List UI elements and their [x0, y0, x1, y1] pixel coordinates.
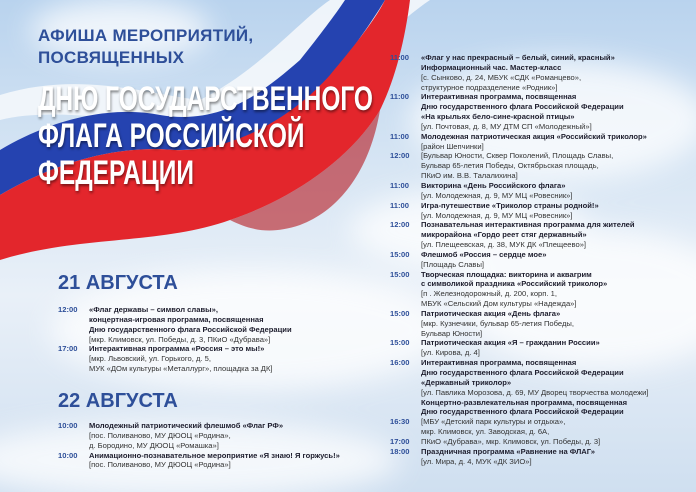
event-time: 12:00: [390, 220, 410, 230]
event-location: [п . Железнодорожный, д. 200, корп. 1,: [421, 289, 557, 299]
schedule-row: [390, 417, 649, 427]
schedule-row: [58, 421, 340, 431]
event-location: Бульвар Юности]: [421, 328, 483, 338]
date-heading-21: 21 АВГУСТА: [58, 272, 178, 294]
schedule-row: [58, 431, 340, 441]
schedule-row: [390, 358, 649, 368]
event-title: Дню государственного флага Российской Федерации: [421, 368, 624, 377]
schedule-row: [390, 427, 649, 437]
event-time: [390, 83, 421, 93]
event-location: [ул. Плещеевская, д. 38, МУК ДК «Плещеево»]: [421, 240, 587, 250]
event-location: ПКиО «Дубрава», мкр. Климовск, ул. Победы, д. 3]: [421, 436, 601, 446]
event-location: [мкр. Климовск, ул. Победы, д. 3, ПКиО «Дубрава»]: [89, 334, 271, 344]
schedule-row: [390, 398, 649, 408]
schedule-row: [390, 240, 649, 250]
event-time: 11:00: [390, 53, 410, 62]
event-time: 11:00: [390, 131, 410, 141]
schedule-row: [390, 181, 649, 191]
event-time: 12:00: [58, 305, 78, 314]
schedule-row: [390, 368, 649, 378]
event-time: [390, 230, 421, 240]
date-heading-22: 22 АВГУСТА: [58, 390, 178, 412]
schedule-row: [58, 344, 292, 354]
event-title: Патриотическая акция «День флага»: [421, 308, 561, 318]
schedule-row: [390, 260, 649, 270]
event-location: [ул. Молодежная, д. 9, МУ МЦ «Ровесник»]: [421, 210, 573, 220]
event-location: [мкр. Кузнечики, бульвар 65-летия Победы,: [421, 318, 574, 328]
title-line-2: ФЛАГА РОССИЙСКОЙ: [38, 117, 305, 155]
subtitle-line-2: ПОСВЯЩЕННЫХ: [38, 48, 185, 67]
event-title: «Флаг у нас прекрасный – белый, синий, красный»: [421, 53, 615, 62]
event-time: 11:00: [390, 200, 410, 210]
schedule-row: [390, 220, 649, 230]
event-time: 17:00: [390, 436, 410, 446]
schedule-row: [58, 441, 340, 451]
schedule-aug22: [58, 421, 340, 470]
schedule-row: [390, 83, 649, 93]
event-time: [58, 364, 89, 374]
event-time: [390, 63, 421, 73]
event-location: МБУК «Сельский Дом культуры «Надежда»]: [421, 299, 577, 309]
schedule-row: [58, 364, 292, 374]
event-time: [390, 319, 421, 329]
event-location: [ул. Почтовая, д. 8, МУ ДТМ СП «Молодежный»]: [421, 121, 592, 131]
event-title: Информационный час. Мастер-класс: [421, 62, 562, 72]
schedule-row: [390, 437, 649, 447]
event-title: Дню государственного флага Российской Федерации: [421, 407, 624, 417]
event-location: [ул. Кирова, д. 4]: [421, 348, 480, 358]
event-location: Бульвар 65-летия Победы, Октябрьская площадь,: [421, 161, 599, 171]
schedule-row: [58, 451, 340, 461]
event-time: 11:00: [390, 180, 410, 190]
schedule-row: [390, 309, 649, 319]
event-location: [пос. Поливаново, МУ ДЮОЦ «Родина»,: [89, 430, 231, 440]
schedule-row: [390, 92, 649, 102]
schedule-row: [390, 388, 649, 398]
schedule-row: [390, 191, 649, 201]
event-title: «Флаг державы – символ славы»,: [89, 305, 218, 314]
event-time: [390, 279, 421, 289]
event-time: [390, 73, 421, 83]
schedule-row: [390, 289, 649, 299]
event-title: микрорайона «Гордо реет стяг державный»: [421, 230, 587, 240]
event-time: 11:00: [390, 92, 410, 102]
event-time: [390, 171, 421, 181]
schedule-row: [390, 230, 649, 240]
event-location: [Площадь Славы]: [421, 259, 485, 269]
schedule-row: [390, 319, 649, 329]
schedule-row: [390, 270, 649, 280]
title-line-3: ФЕДЕРАЦИИ: [38, 154, 194, 192]
event-time: [58, 315, 89, 325]
schedule-row: [390, 299, 649, 309]
schedule-row: [390, 132, 649, 142]
event-time: [390, 378, 421, 388]
event-location: [ул. Павлика Морозова, д. 69, МУ Дворец творчества молодежи]: [421, 387, 649, 397]
schedule-row: [390, 63, 649, 73]
event-location: [МБУ «Детский парк культуры и отдыха»,: [421, 417, 566, 427]
schedule-row: [390, 142, 649, 152]
event-time: [390, 161, 421, 171]
schedule-row: [390, 73, 649, 83]
event-time: [390, 260, 421, 270]
event-location: мкр. Климовск, ул. Заводская, д. 6А,: [421, 427, 550, 437]
event-time: 16:00: [390, 358, 410, 368]
schedule-row: [58, 460, 340, 470]
event-time: [58, 335, 89, 345]
schedule-row: [58, 325, 292, 335]
event-time: [390, 289, 421, 299]
event-location: [Бульвар Юности, Сквер Поколений, Площадь Славы,: [421, 151, 614, 161]
event-time: [390, 348, 421, 358]
event-time: [390, 240, 421, 250]
event-time: [390, 398, 421, 408]
schedule-row: [390, 457, 649, 467]
event-time: 16:30: [390, 417, 410, 427]
schedule-row: [390, 201, 649, 211]
schedule-row: [390, 53, 649, 63]
event-time: [58, 441, 89, 451]
schedule-row: [390, 329, 649, 339]
event-time: 15:00: [390, 249, 410, 259]
schedule-row: [390, 348, 649, 358]
event-title: Концертно-развлекательная программа, посвященная: [421, 397, 628, 407]
event-title: «Державный триколор»: [421, 377, 512, 387]
event-time: [390, 329, 421, 339]
schedule-row: [390, 161, 649, 171]
event-time: [58, 354, 89, 364]
event-title: концертная-игровая программа, посвященная: [89, 314, 264, 324]
event-time: 18:00: [390, 446, 410, 456]
schedule-row: [390, 447, 649, 457]
schedule-row: [390, 407, 649, 417]
event-location: [мкр. Львовский, ул. Горького, д. 5,: [89, 354, 211, 364]
event-title: Патриотическая акция «Я – гражданин России»: [421, 338, 600, 348]
event-time: 10:00: [58, 450, 78, 460]
event-time: [390, 299, 421, 309]
event-title: Молодежный патриотический флешмоб «Флаг РФ»: [89, 421, 284, 430]
event-title: Познавательная интерактивная программа для жителей: [421, 220, 635, 230]
event-title: Дню государственного флага Российской Федерации: [421, 102, 624, 112]
schedule-row: [390, 151, 649, 161]
schedule-row: [390, 250, 649, 260]
schedule-row: [58, 305, 292, 315]
event-location: [ул. Молодежная, д. 9, МУ МЦ «Ровесник»]: [421, 190, 573, 200]
event-title: Игра-путешествие «Триколор страны родной!»: [421, 200, 599, 210]
schedule-right-column: [390, 53, 649, 466]
title-line-1: ДНЮ ГОСУДАРСТВЕННОГО: [38, 80, 373, 118]
event-title: Молодежная патриотическая акция «Российский триколор»: [421, 131, 647, 141]
event-time: [390, 211, 421, 221]
event-time: [390, 112, 421, 122]
event-title: Анимационно-познавательное мероприятие «Я знаю! Я горжусь!»: [89, 450, 340, 460]
schedule-row: [58, 354, 292, 364]
event-location: д. Бородино, МУ ДЮОЦ «Ромашка»]: [89, 440, 219, 450]
event-location: ПКиО им. В.В. Талалихина]: [421, 171, 518, 181]
event-time: 12:00: [390, 151, 410, 161]
event-location: [район Шепчинки]: [421, 141, 484, 151]
schedule-row: [390, 378, 649, 388]
event-time: [58, 325, 89, 335]
event-time: 15:00: [390, 308, 410, 318]
event-location: [пос. Поливаново, МУ ДЮОЦ «Родина»]: [89, 460, 231, 470]
event-time: 10:00: [58, 421, 78, 430]
event-time: [390, 457, 421, 467]
event-time: [390, 142, 421, 152]
schedule-row: [390, 112, 649, 122]
schedule-row: [390, 102, 649, 112]
event-time: [390, 102, 421, 112]
event-title: «На крыльях бело-сине-красной птицы»: [421, 112, 575, 122]
schedule-row: [58, 335, 292, 345]
schedule-row: [390, 211, 649, 221]
event-title: Викторина «День Российского флага»: [421, 180, 566, 190]
event-location: МУК «ДОм культуры «Металлург», площадка за ДК]: [89, 364, 273, 374]
event-title: Флешмоб «Россия – сердце мое»: [421, 249, 547, 259]
event-title: Праздничная программа «Равнение на ФЛАГ»: [421, 446, 596, 456]
event-title: Интерактивная программа «Россия – это мы!»: [89, 344, 265, 354]
event-time: 15:00: [390, 269, 410, 279]
event-time: [390, 407, 421, 417]
event-time: 17:00: [58, 344, 78, 354]
event-location: [с. Сынково, д. 24, МБУК «СДК «Романцево»,: [421, 72, 582, 82]
schedule-row: [390, 279, 649, 289]
schedule-row: [58, 315, 292, 325]
event-location: [ул. Мира, д. 4, МУК «ДК ЗИО»]: [421, 456, 532, 466]
event-time: [390, 388, 421, 398]
event-title: Интерактивная программа, посвященная: [421, 92, 577, 102]
event-time: [390, 427, 421, 437]
event-title: с символикой праздника «Российский триколор»: [421, 279, 608, 289]
event-title: Дню государственного флага Российской Федерации: [89, 324, 292, 334]
schedule-row: [390, 122, 649, 132]
schedule-row: [390, 338, 649, 348]
event-location: структурное подразделение «Родник»]: [421, 82, 558, 92]
event-time: 15:00: [390, 338, 410, 348]
schedule-row: [390, 171, 649, 181]
subtitle-line-1: АФИША МЕРОПРИЯТИЙ,: [38, 26, 254, 45]
schedule-aug21: [58, 305, 292, 374]
event-time: [58, 431, 89, 441]
event-time: [390, 122, 421, 132]
event-title: Интерактивная программа, посвященная: [421, 358, 577, 368]
event-time: [58, 460, 89, 470]
event-title: Творческая площадка: викторина и аквагрим: [421, 269, 592, 279]
event-time: [390, 368, 421, 378]
event-time: [390, 191, 421, 201]
